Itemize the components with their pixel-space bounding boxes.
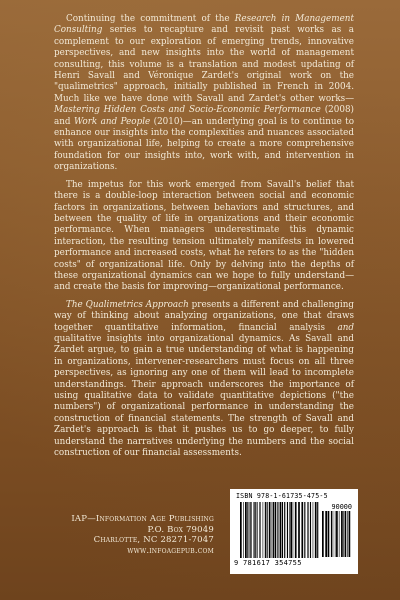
- publisher-name: IAP—Information Age Publishing: [71, 514, 214, 524]
- blurb-text: series to recapture and revisit past works as a complement to our exploration of emerging trends, innovative perspectives, and new insights into the world of management consulting, this volume is a translation and modest updating of Henri Savall and Véronique Zardet's original work on the "qualimetrics" approach, initially published in French in 2004. Much like we have done with Savall and Zardet's other works—: [54, 25, 354, 104]
- ean-barcode-icon: [240, 502, 320, 560]
- blurb-text: presents a different and challenging way of thinking about analyzing organizations, one that draws together quantitative information, financial analysis: [54, 299, 354, 333]
- isbn-number: ISBN 978-1-61735-475-5: [236, 492, 328, 500]
- back-cover-blurb: [54, 14, 354, 465]
- publisher-website: www.infoagepub.com: [127, 545, 214, 556]
- blurb-text: qualitative insights into organizational dynamics. As Savall and Zardet argue, to gain a true understanding of what is happening in organizations, intervener-researchers must focus on all three perspectives, as ignoring any one of them will lead to incomplete understandings. Their approach underscores the importance of using qualitative data to validate quantitative depictions ("the numbers") of organizational performance in understanding the construction of financial statements. The strength of Savall and Zardet's approach is that it pushes us to go deeper, to fully understand the narratives underlying the numbers and the social construction of our financial assessments.: [54, 333, 354, 459]
- book-title: Mastering Hidden Costs and Socio-Economic Performance: [54, 105, 321, 116]
- book-title: Work and People: [73, 116, 151, 127]
- blurb-text: (2008) and: [54, 105, 354, 127]
- blurb-paragraph-1: [54, 14, 354, 174]
- series-title: Research in Management Consulting: [54, 14, 354, 36]
- price-barcode-icon: [322, 511, 352, 557]
- blurb-text: (2010)—an underlying goal is to continue to enhance our insights into the complexities and nuances associated with organizational life, helping to create a more comprehensive foundation for our insights into, work with, and intervention in organizations.: [54, 116, 354, 173]
- emphasis-text: and: [337, 322, 354, 333]
- book-title: The Qualimetrics Approach: [66, 299, 189, 310]
- blurb-paragraph-2: The impetus for this work emerged from Savall's belief that there is a double-loop interaction between social and economic factors in organizations, between behaviors and structures, and between the quality of life in organizations and their economic performance. When managers underestimate this dynamic interaction, the resulting tension ultimately manifests in lowered performance and increased costs, what he refers to as the "hidden costs" of organizational life. Only by delving into the depths of these organizational dynamics can we hope to fully understand—and create the basis for improving—organizational performance.: [54, 179, 354, 293]
- isbn-barcode-box: [230, 489, 358, 574]
- ean-digits: 9 781617 354755: [234, 559, 302, 567]
- blurb-paragraph-3: [54, 300, 354, 460]
- publisher-city: Charlotte, NC 28271-7047: [93, 535, 214, 546]
- price-code: 90000: [331, 503, 352, 511]
- publisher-info: [54, 514, 214, 556]
- blurb-text: Continuing the commitment of the: [66, 14, 235, 24]
- publisher-po-box: P.O. Box 79049: [147, 524, 214, 535]
